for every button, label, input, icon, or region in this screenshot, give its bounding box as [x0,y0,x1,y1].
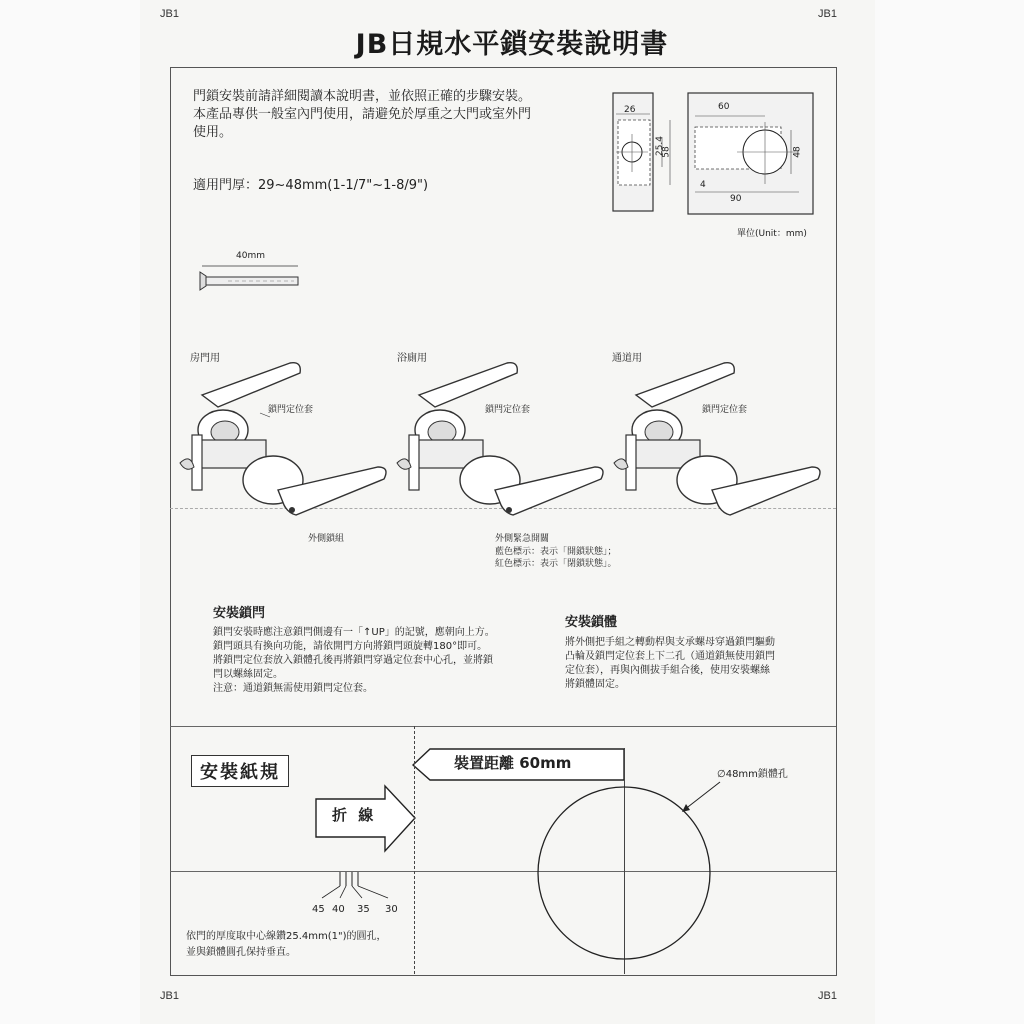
label-passage-lock: 通道用 [612,353,642,364]
latch-sleeve-label-passage: 鎖閂定位套 [702,405,748,415]
door-thickness: 適用門厚：29~48mm(1-1/7"~1-8/9") [193,178,429,193]
install-latch-line-4: 閂以螺絲固定。 [213,669,283,680]
backset-label: 裝置距離 60mm [454,754,572,772]
dim-90: 90 [730,194,742,204]
page-code-bottom-left: JB1 [160,990,179,1002]
dim-60: 60 [718,102,730,112]
label-room-lock: 房門用 [190,353,220,364]
install-latch-line-5: 注意：通道鎖無需使用鎖閂定位套。 [213,683,373,694]
install-latch-heading: 安裝鎖閂 [213,606,266,621]
tick-30: 30 [385,904,398,915]
template-label: 安裝紙規 [191,755,289,787]
thickness-ticks [318,872,404,902]
intro-line-3: 使用。 [193,125,233,140]
emergency-release-label: 外側緊急開關 [495,534,550,544]
blue-indicator-note: 藍色標示：表示「開鎖狀態」； [495,547,617,557]
bore-hole-label: ∅48mm鎖體孔 [717,769,788,780]
room-lock-drawing [178,355,393,520]
template-midline [170,871,836,872]
dim-26: 26 [624,105,636,115]
label-bath-lock: 浴廁用 [397,353,427,364]
install-body-line-2: 凸輪及鎖閂定位套上下二孔（通道鎖無使用鎖閂 [565,651,775,662]
dim-58: 58 [661,146,672,158]
template-divider [170,726,836,727]
install-latch-line-2: 鎖閂頭具有換向功能，請依開門方向將鎖閂頭旋轉180°即可。 [213,641,488,652]
red-indicator-note: 紅色標示：表示「閉鎖狀態」。 [495,559,617,569]
page-title: JB日規水平鎖安裝說明書 [355,29,669,60]
install-body-line-1: 將外側把手組之轉動桿與支承螺母穿過鎖閂驅動 [565,637,775,648]
fold-dashed-line [414,726,415,974]
latch-sleeve-label-bath: 鎖閂定位套 [485,405,531,415]
template-note-line-1: 依門的厚度取中心線鑽25.4mm(1")的圓孔， [186,931,387,942]
intro-line-2: 本產品專供一般室內門使用，請避免於厚重之大門或室外門 [193,107,532,122]
bore-hole-leader [680,780,722,814]
install-body-heading: 安裝鎖體 [565,615,618,630]
page-code-top-left: JB1 [160,8,179,20]
outer-lock-label: 外側鎖組 [308,534,345,544]
tick-40: 40 [332,904,345,915]
tick-45: 45 [312,904,325,915]
install-body-line-4: 將鎖體固定。 [565,679,625,690]
dim-25-4: 25.4 [655,135,666,157]
page-code-top-right: JB1 [818,8,837,20]
bath-lock-drawing [395,355,610,520]
fold-line-label: 折 線 [332,806,377,824]
tick-35: 35 [357,904,370,915]
passage-lock-drawing [612,355,827,520]
install-body-line-3: 定位套），再與內側拔手組合後，使用安裝螺絲 [565,665,770,676]
dim-4: 4 [700,180,706,190]
intro-line-1: 門鎖安裝前請詳細閱讀本說明書，並依照正確的步驟安裝。 [193,89,532,104]
dim-48: 48 [792,146,803,158]
screw-length-label: 40mm [236,251,265,261]
unit-label: 單位(Unit：mm) [737,229,807,239]
install-latch-line-3: 將鎖閂定位套放入鎖體孔後再將鎖閂穿過定位套中心孔，並將鎖 [213,655,493,666]
page-code-bottom-right: JB1 [818,990,837,1002]
latch-sleeve-label-room: 鎖閂定位套 [268,405,314,415]
template-note-line-2: 並與鎖體圓孔保持垂直。 [186,947,296,958]
install-latch-line-1: 鎖閂安裝時應注意鎖閂側邊有一「↑UP」的記號，應朝向上方。 [213,627,495,638]
screw-drawing [198,262,302,292]
